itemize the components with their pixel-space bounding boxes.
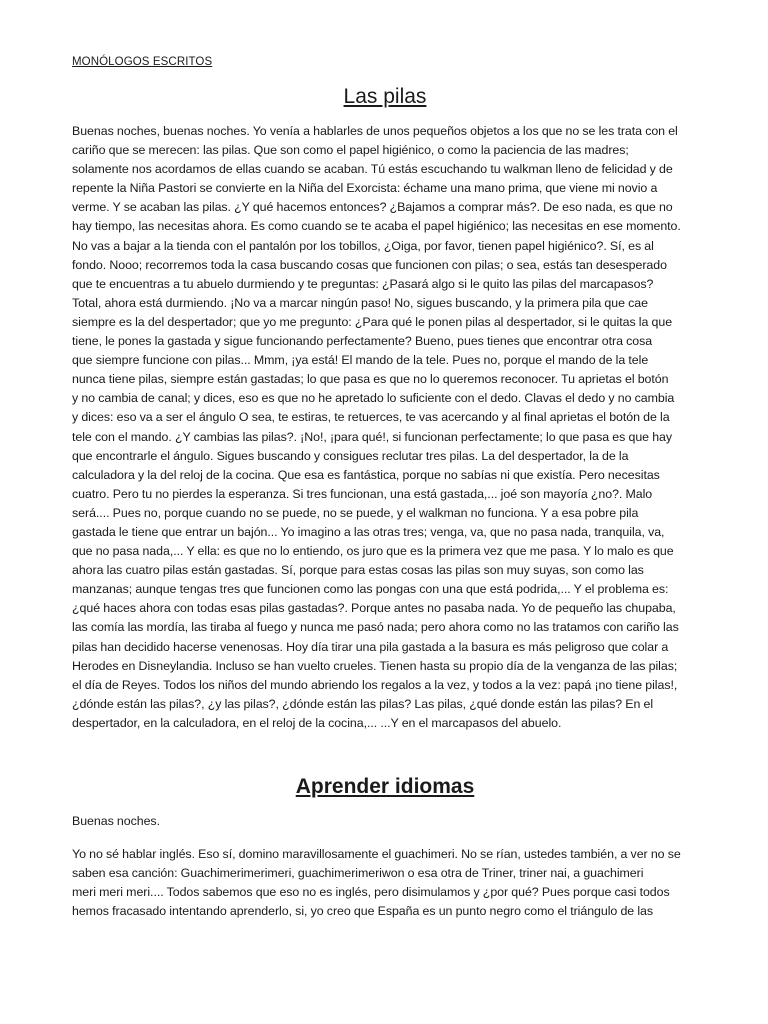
text-line: siempre es la del despertador; que yo me pregunto: ¿Para qué le ponen pilas al despertador, si le quitas la que — [72, 314, 673, 329]
text-line: que siempre funcione con pilas... Mmm, ¡ya está! El mando de la tele. Pues no, porque el mando de la tele — [72, 353, 649, 368]
text-line: Total, ahora está durmiendo. ¡No va a marcar ningún paso! No, sigues buscando, y la primera pila que cae — [72, 295, 648, 310]
text-line: tiene, le pones la gastada y sigue funcionando perfectamente? Bueno, pues tienes que encontrar otra cosa — [72, 334, 653, 349]
text-line: que no pasa nada,... Y ella: es que no lo entiendo, os juro que es la primera vez que me pasa. Y lo malo es que — [72, 544, 674, 559]
text-line: las comía las mordía, las tiraba al fuego y nunca me pasó nada; pero ahora como no las tratamos con cariño las — [72, 620, 679, 635]
text-line: ¿dónde están las pilas?, ¿y las pilas?, ¿dónde están las pilas? Las pilas, ¿qué donde están las pilas? En el — [72, 696, 654, 711]
text-line: hay tiempo, las necesitas ahora. Es como cuando se te acaba el papel higiénico; las necesitas en ese momento. — [72, 219, 681, 234]
text-line: No vas a bajar a la tienda con el pantalón por los tobillos, ¿Oiga, por favor, tienen papel higiénico?. Sí, es al — [72, 238, 654, 253]
text-line: hemos fracasado intentando aprenderlo, si, yo creo que España es un punto negro como el triángulo de las — [72, 904, 654, 919]
text-line: el día de Reyes. Todos los niños del mundo abriendo los regalos a la vez, y todos a la vez: papá ¡no tiene pilas!, — [72, 677, 678, 692]
section-title-aprender-idiomas: Aprender idiomas — [295, 775, 475, 798]
text-line: despertador, en la calculadora, en el reloj de la cocina,... ...Y en el marcapasos del abuelo. — [72, 715, 562, 730]
greeting-line: Buenas noches. — [72, 814, 160, 828]
text-line: fondo. Nooo; recorremos toda la casa buscando cosas que funcionen con pilas; o sea, estás tan desesperado — [72, 257, 667, 272]
text-line: gastada le tiene que entrar un bajón... Yo imagino a las otras tres; venga, va, que no pasa nada, tranquila, va, — [72, 524, 665, 539]
text-line: pilas han decidido hacerse venenosas. Hoy día tirar una pila gastada a la basura es más peligroso que colar a — [72, 639, 669, 654]
text-line: verme. Y se acaban las pilas. ¿Y qué hacemos entonces? ¿Bajamos a comprar más?. De eso nada, es que no — [72, 200, 673, 215]
text-line: saben esa canción: Guachimerimerimeri, guachimerimeriwon o esa otra de Triner, triner nai, a guachimeri — [72, 866, 644, 881]
text-line: será.... Pues no, porque cuando no se puede, no se puede, y el walkman no funciona. Y a esa pobre pila — [72, 505, 639, 520]
paragraph-las-pilas — [72, 122, 698, 733]
text-line: manzanas; aunque tengas tres que funcionen como las pongas con una que está podrida,... Y el problema es: — [72, 582, 669, 597]
text-line: cuatro. Pero tu no pierdes la esperanza. Si tres funcionan, una está gastada,... joé son mayoría ¿no?. Malo — [72, 486, 653, 501]
text-line: Herodes en Disneylandia. Incluso se han vuelto crueles. Tienen hasta su propio día de la venganza de las pilas; — [72, 658, 678, 673]
text-line: meri meri meri.... Todos sabemos que eso no es inglés, pero disimulamos y ¿por qué? Pues porque casi todos — [72, 885, 670, 900]
paragraph-aprender-idiomas — [72, 845, 698, 921]
text-line: solamente nos acordamos de ellas cuando se acaban. Tú estás escuchando tu walkman lleno de felicidad y de — [72, 162, 673, 177]
text-line: nunca tiene pilas, siempre están gastadas; lo que pasa es que no lo queremos reconocer. Tu aprietas el botón — [72, 372, 669, 387]
text-line: ahora las cuatro pilas están gastadas. Sí, porque para estas cosas las pilas son muy suyas, son como las — [72, 563, 644, 578]
text-line: tele con el mando. ¿Y cambias las pilas?. ¡No!, ¡para qué!, si funcionan perfectamente; lo que pasa es que hay — [72, 429, 673, 444]
text-line: que encontrarle el ángulo. Sigues buscando y consigues reclutar tres pilas. La del despertador, la de la — [72, 448, 629, 463]
text-line: que te encuentras a tu abuelo durmiendo y te preguntas: ¿Pasará algo si le quito las pilas del marcapasos? — [72, 276, 654, 291]
text-line: y dices: eso va a ser el ángulo O sea, te estiras, te retuerces, te vas acercando y al final aprietas el botón de la — [72, 410, 670, 425]
section-title-las-pilas: Las pilas — [343, 85, 427, 108]
text-line: Yo no sé hablar inglés. Eso sí, domino maravillosamente el guachimeri. No se rían, ustedes también, a ver no se — [72, 847, 681, 862]
text-line: calculadora y la del reloj de la cocina. Que esa es fantástica, porque no sabías ni que existía. Pero necesitas — [72, 467, 660, 482]
document-header: MONÓLOGOS ESCRITOS — [72, 56, 213, 68]
text-line: Buenas noches, buenas noches. Yo venía a hablarles de unos pequeños objetos a los que no se les trata con el — [72, 124, 678, 138]
text-line: ¿qué haces ahora con todas esas pilas gastadas?. Porque antes no pasaba nada. Yo de pequeño las chupaba, — [72, 601, 676, 616]
text-line: cariño que se merecen: las pilas. Que son como el papel higiénico, o como la paciencia de las madres; — [72, 143, 629, 158]
text-line: repente la Niña Pastori se convierte en la Niña del Exorcista: échame una mano prima, que viene mi novio a — [72, 181, 658, 196]
text-line: y no cambia de canal; y dices, eso es que no he apretado lo suficiente con el dedo. Clavas el dedo y no cambia — [72, 391, 675, 406]
